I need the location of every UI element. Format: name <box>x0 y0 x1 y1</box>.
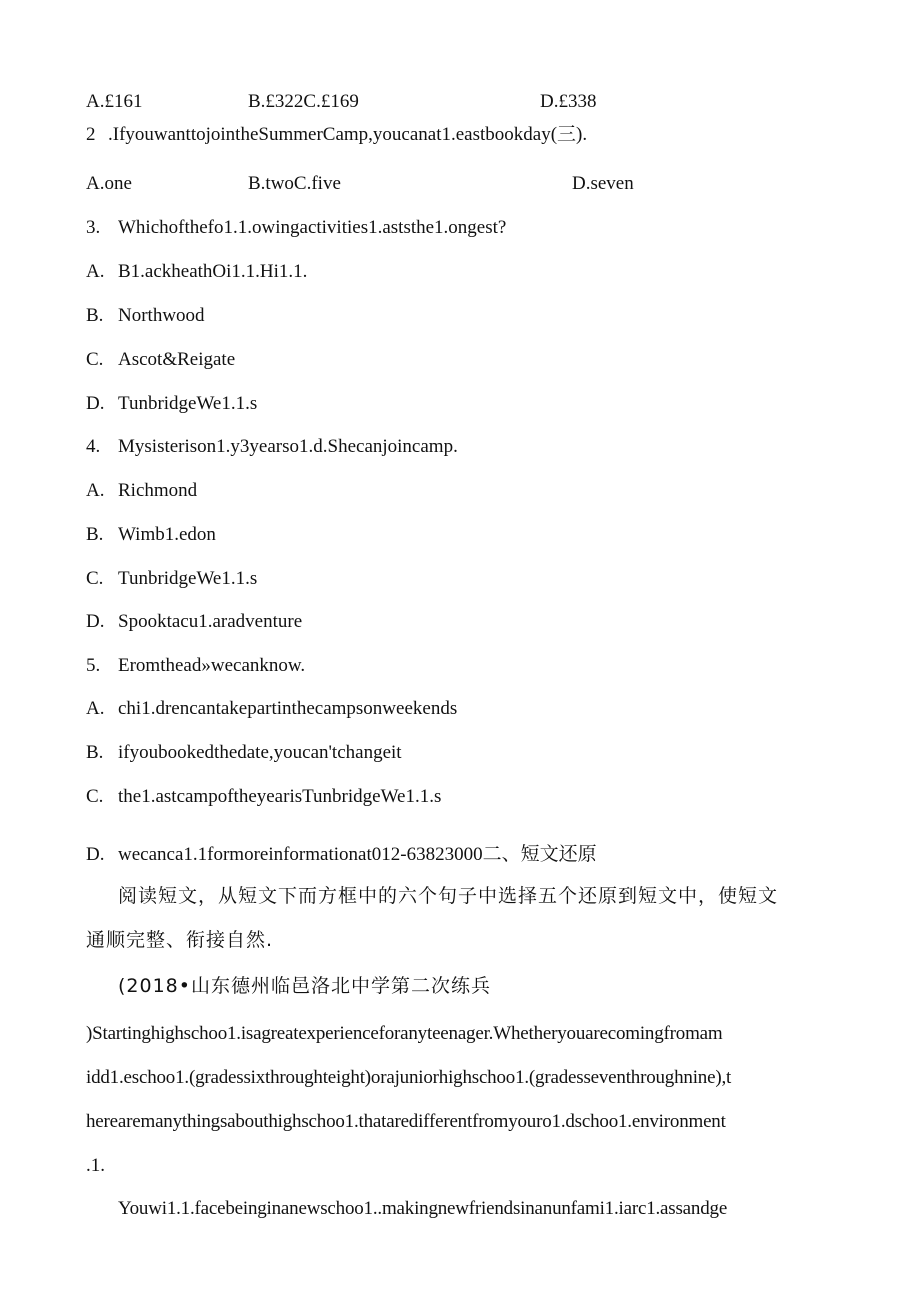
q1-option-a: A.£161 <box>86 91 143 112</box>
q3-question <box>86 216 506 240</box>
option-text: Richmond <box>118 480 198 501</box>
option-text: TunbridgeWe1.1.s <box>118 568 258 589</box>
passage-paragraph-2: Youwi1.1.facebeinginanewschoo1..makingnewfriendsinanunfami1.iarc1.assandge <box>118 1198 728 1219</box>
option-letter: C. <box>86 786 104 807</box>
option-letter: D. <box>86 393 105 414</box>
option-text: ifyoubookedthedate,youcan'tchangeit <box>118 742 402 763</box>
q2-text: .IfyouwanttojointheSummerCamp,youcanat1.eastbookday(三). <box>108 124 588 145</box>
q5-option-b <box>86 741 402 765</box>
q2-option-d: D.seven <box>572 173 634 194</box>
q4-option-c <box>86 567 257 591</box>
q3-option-a <box>86 260 307 284</box>
option-text: Ascot&Reigate <box>118 349 236 370</box>
option-letter: C. <box>86 349 104 370</box>
option-text: chi1.drencantakepartinthecampsonweekends <box>118 698 458 719</box>
option-text: Northwood <box>118 305 205 326</box>
option-text: TunbridgeWe1.1.s <box>118 393 258 414</box>
q2-number: 2 <box>86 124 96 145</box>
instructions-line-2: 通顺完整、衔接自然. <box>86 929 274 951</box>
passage-line-3: herearemanythingsabouthighschoo1.thataredifferentfromyouro1.dschoo1.environment <box>86 1111 726 1132</box>
option-letter: A. <box>86 698 105 719</box>
option-letter: A. <box>86 261 105 282</box>
passage-line-4: .1. <box>86 1155 105 1176</box>
q2-option-a: A.one <box>86 173 132 194</box>
q5-question <box>86 654 305 678</box>
option-text: wecanca1.1formoreinformationat012-63823000二、短文还原 <box>118 844 597 865</box>
q5-option-c <box>86 785 441 809</box>
q3-option-c <box>86 348 235 372</box>
q5-number: 5. <box>86 655 101 676</box>
passage-line-2: idd1.eschoo1.(gradessixthroughteight)orajuniorhighschoo1.(gradesseventhroughnine),t <box>86 1067 732 1088</box>
q3-number: 3. <box>86 217 101 238</box>
q4-text: Mysisterison1.y3yearso1.d.Shecanjoincamp. <box>118 436 458 457</box>
q2-question <box>86 123 587 147</box>
q3-option-b <box>86 304 205 328</box>
option-text: Wimb1.edon <box>118 524 216 545</box>
q3-text: Whichofthefo1.1.owingactivities1.aststhe1.ongest? <box>118 217 507 238</box>
instructions-line-1: 阅读短文，从短文下而方框中的六个句子中选择五个还原到短文中，使短文 <box>118 885 779 907</box>
q4-question <box>86 435 458 459</box>
q5-text: Eromthead»wecanknow. <box>118 655 306 676</box>
q1-option-d: D.£338 <box>540 91 597 112</box>
option-text: Spooktacu1.aradventure <box>118 611 303 632</box>
passage-line-1: )Startinghighschoo1.isagreatexperienceforanyteenager.Whetheryouarecomingfromam <box>86 1023 723 1044</box>
q4-option-b <box>86 523 216 547</box>
option-letter: D. <box>86 844 105 865</box>
q4-option-a <box>86 479 197 503</box>
option-letter: B. <box>86 742 104 763</box>
q2-option-bc: B.twoC.five <box>248 173 341 194</box>
option-letter: B. <box>86 524 104 545</box>
q4-option-d <box>86 610 302 634</box>
q5-option-a <box>86 697 457 721</box>
q4-number: 4. <box>86 436 101 457</box>
q5-option-d <box>86 843 597 867</box>
option-letter: A. <box>86 480 105 501</box>
option-letter: D. <box>86 611 105 632</box>
q3-option-d <box>86 392 257 416</box>
option-text: the1.astcampoftheyearisTunbridgeWe1.1.s <box>118 786 442 807</box>
q1-option-bc: B.£322C.£169 <box>248 91 359 112</box>
option-letter: B. <box>86 305 104 326</box>
option-letter: C. <box>86 568 104 589</box>
source-citation: (2018•山东德州临邑洛北中学第二次练兵 <box>118 975 491 997</box>
option-text: B1.ackheathOi1.1.Hi1.1. <box>118 261 308 282</box>
